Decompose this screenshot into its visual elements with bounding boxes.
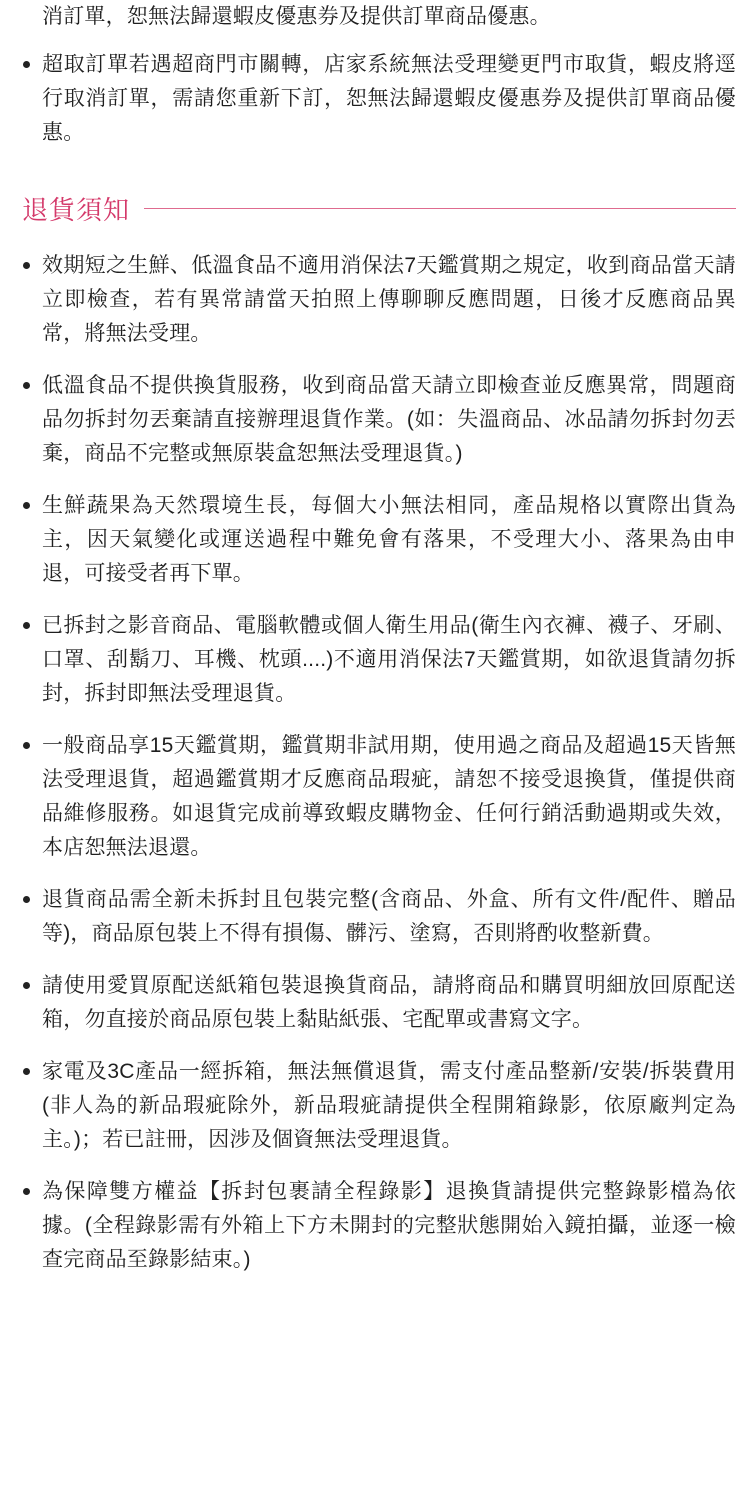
list-item: 請使用愛買原配送紙箱包裝退換貨商品，請將商品和購買明細放回原配送箱，勿直接於商品原包裝上黏貼紙張、宅配單或書寫文字。 [14, 969, 736, 1037]
list-item: 為保障雙方權益【拆封包裹請全程錄影】退換貨請提供完整錄影檔為依據。(全程錄影需有外箱上下方未開封的完整狀態開始入鏡拍攝，並逐一檢查完商品至錄影結束。) [14, 1175, 736, 1277]
list-item: 低溫食品不提供換貨服務，收到商品當天請立即檢查並反應異常，問題商品勿拆封勿丟棄請直接辦理退貨作業。(如：失溫商品、冰品請勿拆封勿丟棄，商品不完整或無原裝盒恕無法受理退貨。) [14, 369, 736, 471]
heading-divider [144, 208, 736, 209]
list-item: 生鮮蔬果為天然環境生長，每個大小無法相同，產品規格以實際出貨為主，因天氣變化或運送過程中難免會有落果，不受理大小、落果為由申退，可接受者再下單。 [14, 489, 736, 591]
list-item: 效期短之生鮮、低溫食品不適用消保法7天鑑賞期之規定，收到商品當天請立即檢查，若有異常請當天拍照上傳聊聊反應問題，日後才反應商品異常，將無法受理。 [14, 249, 736, 351]
list-item: 超取訂單若遇超商門市關轉，店家系統無法受理變更門市取貨，蝦皮將逕行取消訂單，需請您重新下訂，恕無法歸還蝦皮優惠券及提供訂單商品優惠。 [14, 48, 736, 150]
list-item: 一般商品享15天鑑賞期，鑑賞期非試用期，使用過之商品及超過15天皆無法受理退貨，超過鑑賞期才反應商品瑕疵，請恕不接受退換貨，僅提供商品維修服務。如退貨完成前導致蝦皮購物金、任何行銷活動過期或失效，本店恕無法退還。 [14, 729, 736, 865]
section-heading-return-notice [14, 190, 736, 227]
top-bullet-list [14, 48, 736, 150]
list-item: 家電及3C產品一經拆箱，無法無償退貨，需支付產品整新/安裝/拆裝費用(非人為的新品瑕疵除外，新品瑕疵請提供全程開箱錄影，依原廠判定為主。)；若已註冊，因涉及個資無法受理退貨。 [14, 1055, 736, 1157]
list-item: 已拆封之影音商品、電腦軟體或個人衛生用品(衛生內衣褲、襪子、牙刷、口罩、刮鬍刀、耳機、枕頭....)不適用消保法7天鑑賞期，如欲退貨請勿拆封，拆封即無法受理退貨。 [14, 609, 736, 711]
return-notice-list [14, 249, 736, 1277]
continuation-paragraph: 消訂單，恕無法歸還蝦皮優惠券及提供訂單商品優惠。 [42, 5, 551, 28]
section-title: 退貨須知 [22, 195, 131, 226]
list-item: 退貨商品需全新未拆封且包裝完整(含商品、外盒、所有文件/配件、贈品等)，商品原包裝上不得有損傷、髒污、塗寫，否則將酌收整新費。 [14, 883, 736, 951]
